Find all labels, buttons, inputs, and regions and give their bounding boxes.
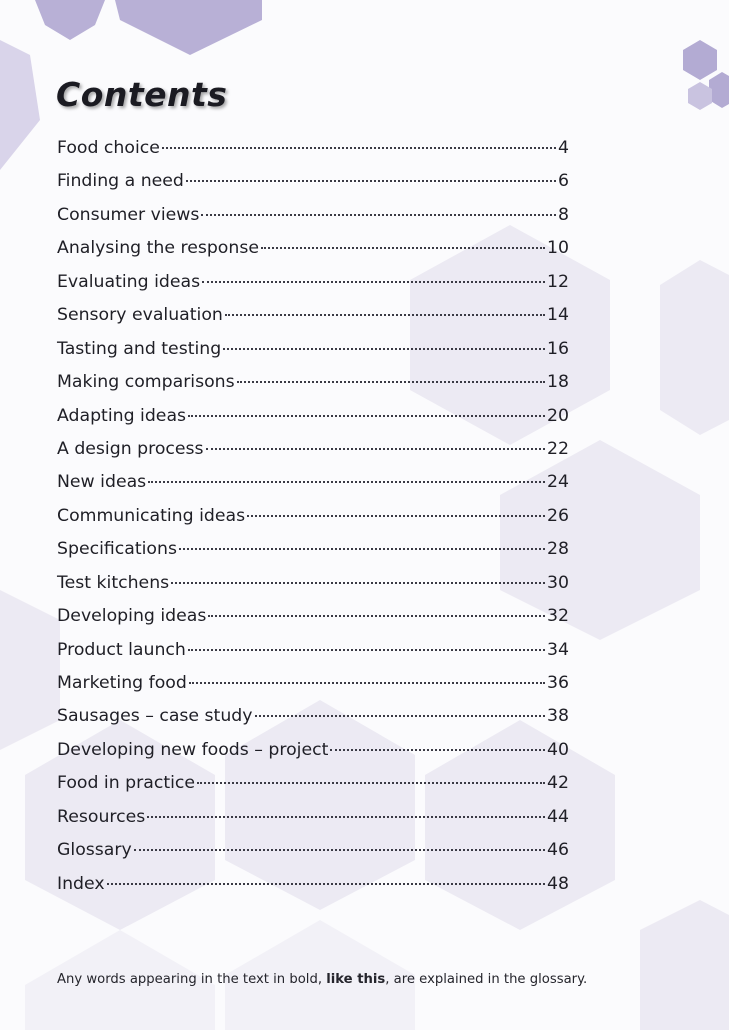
toc-entry-label: Developing new foods – project (57, 739, 329, 760)
toc-dot-leader (186, 179, 556, 182)
toc-entry[interactable] (57, 834, 569, 867)
toc-dot-leader (134, 848, 545, 851)
toc-dot-leader (208, 614, 545, 617)
toc-entry[interactable] (57, 199, 569, 232)
toc-entry[interactable] (57, 734, 569, 767)
toc-dot-leader (197, 781, 545, 784)
toc-dot-leader (189, 681, 545, 684)
page-title: Contents (56, 75, 228, 114)
toc-dot-leader (202, 280, 545, 283)
toc-entry-page-number: 12 (547, 271, 569, 292)
toc-entry-page-number: 34 (547, 639, 569, 660)
toc-entry-page-number: 40 (547, 739, 569, 760)
toc-dot-leader (179, 547, 545, 550)
toc-dot-leader (188, 414, 545, 417)
toc-entry-label: Resources (57, 806, 146, 827)
toc-entry-label: Food in practice (57, 773, 196, 794)
toc-entry[interactable] (57, 165, 569, 198)
toc-entry-label: Sausages – case study (57, 706, 253, 727)
toc-entry-page-number: 4 (558, 138, 569, 158)
toc-entry-label: Glossary (57, 840, 132, 861)
toc-entry-label: Marketing food (57, 673, 187, 693)
toc-dot-leader (237, 380, 545, 383)
toc-entry[interactable] (57, 500, 569, 533)
toc-dot-leader (162, 146, 556, 149)
toc-entry-label: Sensory evaluation (57, 305, 223, 326)
toc-entry-label: Adapting ideas (57, 405, 187, 426)
toc-entry-page-number: 38 (547, 706, 569, 727)
toc-dot-leader (171, 581, 545, 584)
toc-entry[interactable] (57, 466, 569, 499)
toc-entry-page-number: 14 (547, 305, 569, 326)
toc-entry[interactable] (57, 232, 569, 265)
toc-entry[interactable] (57, 600, 569, 633)
toc-entry[interactable] (57, 333, 569, 366)
toc-entry-page-number: 24 (547, 472, 569, 493)
toc-entry-label: Index (57, 873, 105, 894)
toc-entry[interactable] (57, 567, 569, 600)
toc-entry-page-number: 48 (547, 873, 569, 894)
toc-entry-label: Communicating ideas (57, 505, 246, 526)
toc-entry-label: Evaluating ideas (57, 271, 201, 292)
toc-entry-page-number: 10 (547, 238, 569, 259)
toc-entry[interactable] (57, 132, 569, 165)
toc-entry-page-number: 16 (547, 338, 569, 359)
toc-entry-label: Making comparisons (57, 372, 235, 393)
toc-dot-leader (188, 648, 545, 651)
toc-entry-page-number: 32 (547, 606, 569, 627)
toc-entry-page-number: 20 (547, 405, 569, 426)
toc-entry-label: Consumer views (57, 204, 200, 225)
table-of-contents (57, 132, 569, 901)
toc-dot-leader (223, 347, 545, 350)
toc-entry-page-number: 8 (558, 204, 569, 225)
toc-entry-label: Specifications (57, 539, 177, 560)
toc-dot-leader (330, 748, 545, 751)
toc-dot-leader (107, 882, 545, 885)
toc-entry-page-number: 36 (547, 673, 569, 693)
toc-entry-label: Product launch (57, 639, 186, 660)
toc-entry-page-number: 28 (547, 539, 569, 560)
toc-entry[interactable] (57, 767, 569, 800)
toc-entry-page-number: 46 (547, 840, 569, 861)
toc-entry-label: Food choice (57, 138, 160, 158)
toc-entry[interactable] (57, 634, 569, 667)
toc-entry-page-number: 44 (547, 806, 569, 827)
toc-entry-label: Tasting and testing (57, 338, 222, 359)
toc-entry[interactable] (57, 366, 569, 399)
toc-dot-leader (206, 447, 545, 450)
toc-entry-page-number: 26 (547, 505, 569, 526)
toc-entry[interactable] (57, 400, 569, 433)
toc-entry[interactable] (57, 433, 569, 466)
toc-dot-leader (261, 246, 545, 249)
toc-dot-leader (201, 213, 556, 216)
toc-entry-page-number: 6 (558, 171, 569, 192)
toc-entry[interactable] (57, 700, 569, 733)
toc-entry[interactable] (57, 868, 569, 901)
toc-entry[interactable] (57, 667, 569, 700)
toc-entry-label: Analysing the response (57, 238, 259, 259)
toc-entry-page-number: 22 (547, 438, 569, 459)
toc-entry-label: Developing ideas (57, 606, 207, 627)
toc-entry-label: Test kitchens (57, 572, 170, 593)
toc-entry[interactable] (57, 533, 569, 566)
toc-entry-label: Finding a need (57, 171, 184, 192)
toc-entry[interactable] (57, 266, 569, 299)
toc-entry-label: A design process (57, 438, 204, 459)
footnote-text-after: , are explained in the glossary. (385, 972, 588, 987)
footnote-bold-example: like this (326, 972, 386, 987)
toc-entry-page-number: 42 (547, 773, 569, 794)
toc-dot-leader (225, 313, 545, 316)
footnote-text-before: Any words appearing in the text in bold, (57, 972, 327, 987)
toc-dot-leader (147, 815, 545, 818)
toc-entry[interactable] (57, 801, 569, 834)
toc-dot-leader (148, 480, 545, 483)
glossary-footnote (57, 972, 587, 987)
toc-entry[interactable] (57, 299, 569, 332)
toc-dot-leader (255, 714, 546, 717)
toc-entry-page-number: 30 (547, 572, 569, 593)
toc-entry-label: New ideas (57, 472, 147, 493)
toc-dot-leader (247, 514, 545, 517)
toc-entry-page-number: 18 (547, 372, 569, 393)
